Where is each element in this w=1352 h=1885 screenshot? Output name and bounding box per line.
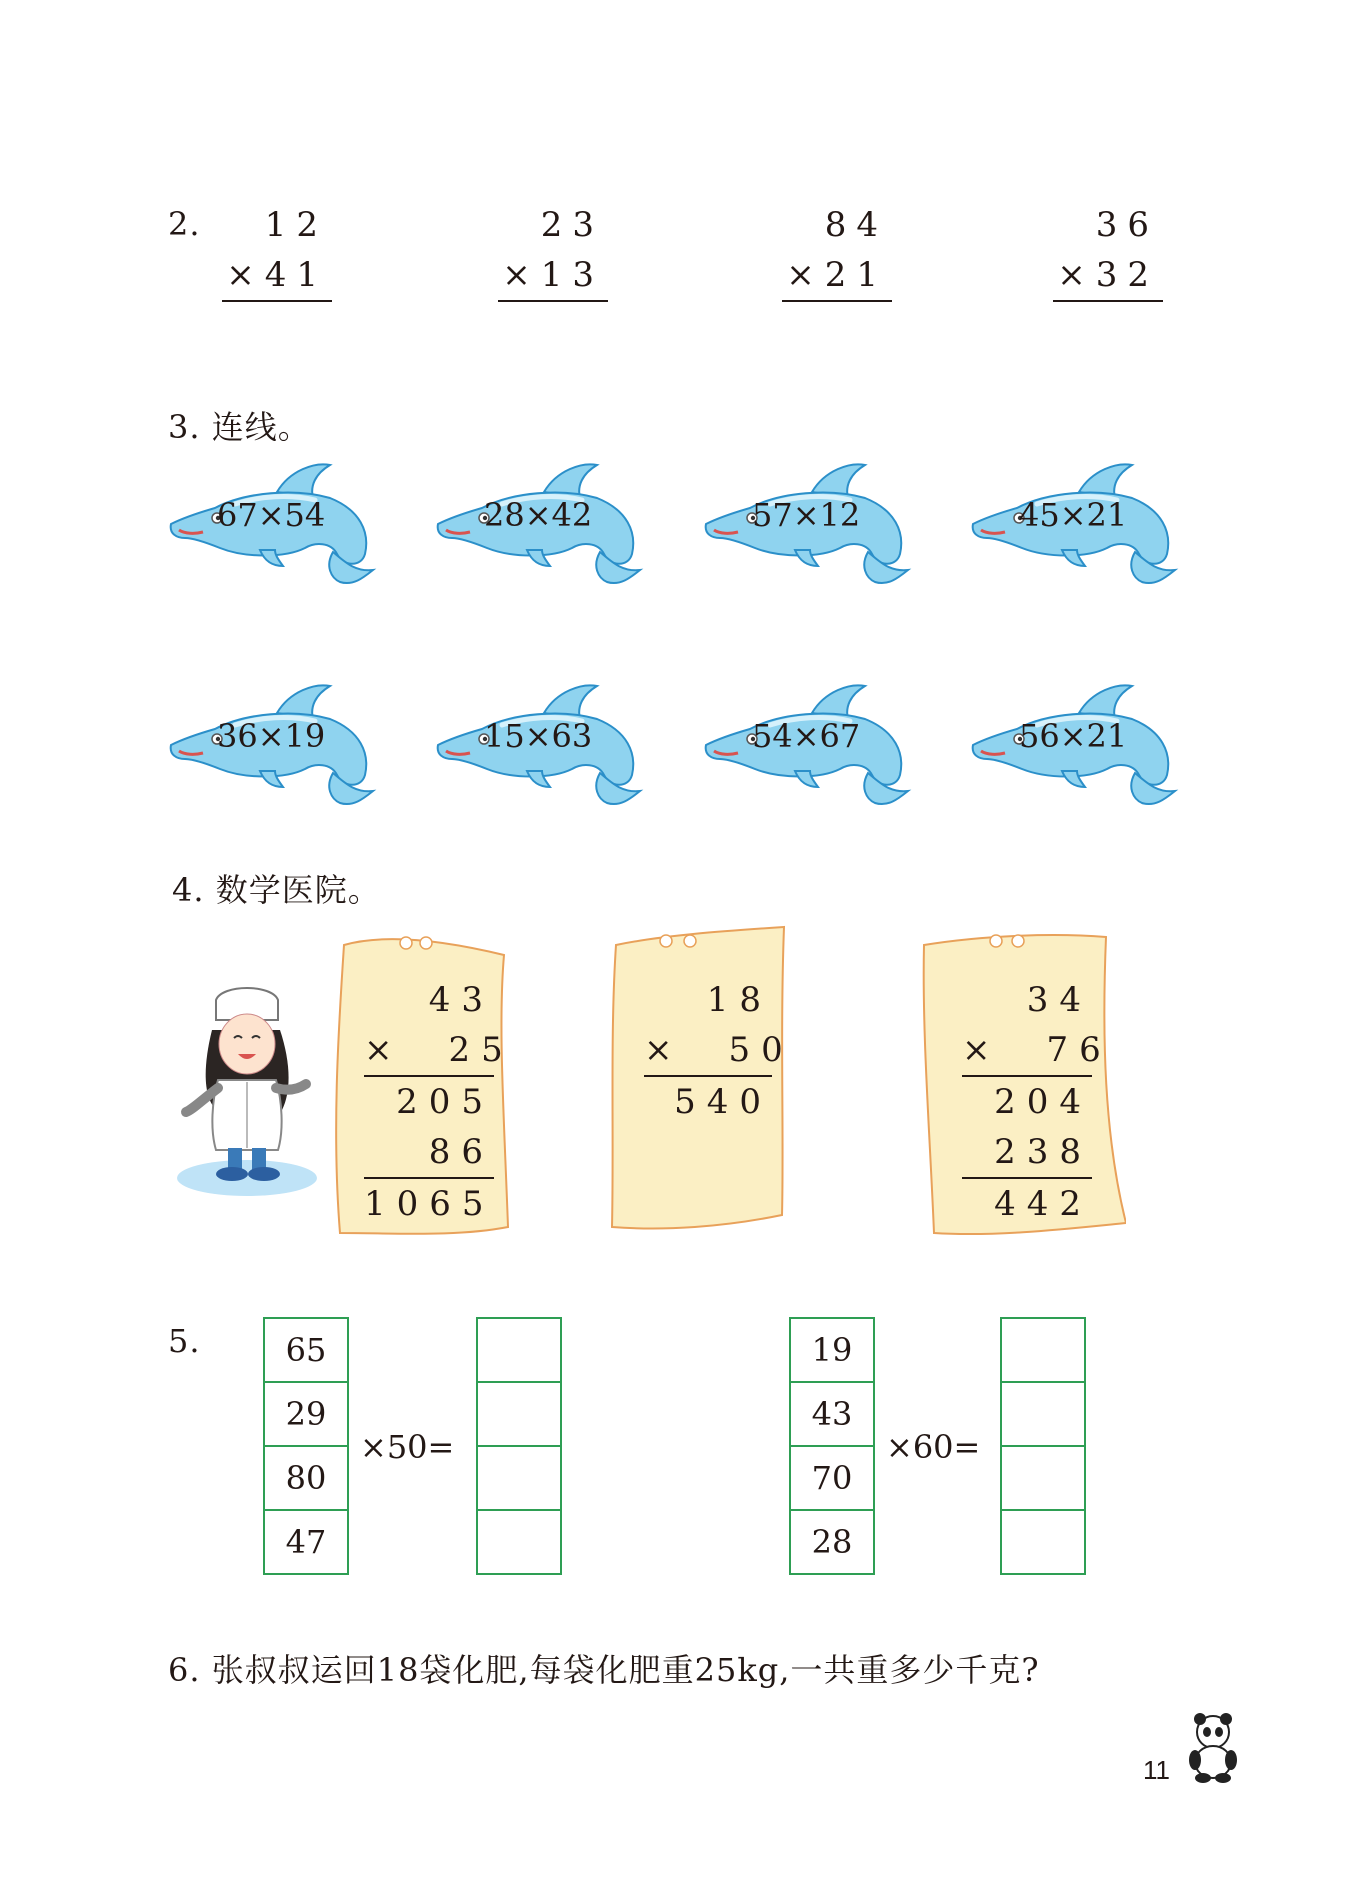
vertical-multiplication: [498, 200, 608, 302]
dolphin-card[interactable]: [165, 683, 385, 798]
dolphin-card[interactable]: [432, 462, 652, 577]
value-column-left: [263, 1317, 349, 1575]
value-cell: 19: [791, 1319, 873, 1383]
error-paper: [604, 915, 794, 1245]
multiplier: ×13: [498, 250, 608, 302]
value-cell: 29: [265, 1383, 347, 1447]
operator-left: ×50=: [360, 1428, 455, 1466]
q4-label: 4. 数学医院。: [172, 871, 381, 909]
multiplicand: 84: [824, 205, 888, 245]
dolphin-card[interactable]: [432, 683, 652, 798]
dolphin-card[interactable]: [967, 683, 1187, 798]
multiplier: ×21: [782, 250, 892, 302]
calc-row: 86: [364, 1127, 494, 1179]
value-cell: 43: [791, 1383, 873, 1447]
dolphin-card[interactable]: [700, 683, 920, 798]
value-column-right: [789, 1317, 875, 1575]
calculation: [962, 975, 1112, 1229]
calc-row: 540: [674, 1082, 772, 1122]
q6-question: 6. 张叔叔运回18袋化肥,每袋化肥重25kg,一共重多少千克?: [168, 1651, 1040, 1689]
vertical-multiplication: [1053, 200, 1163, 302]
calculation: [364, 975, 514, 1229]
multiplier: ×41: [222, 250, 332, 302]
dolphin-expression: 36×19: [217, 717, 326, 755]
calc-row: 34: [1026, 980, 1092, 1020]
answer-cell[interactable]: [478, 1319, 560, 1383]
calc-row: 204: [994, 1082, 1092, 1122]
value-cell: 80: [265, 1447, 347, 1511]
value-cell: 28: [811, 1523, 853, 1561]
error-paper: [326, 915, 516, 1245]
dolphin-expression: 15×63: [484, 717, 593, 755]
calc-row: × 50: [644, 1025, 772, 1077]
answer-column-left: [476, 1317, 562, 1575]
answer-cell[interactable]: [478, 1383, 560, 1447]
dolphin-card[interactable]: [967, 462, 1187, 577]
dolphin-card[interactable]: [165, 462, 385, 577]
calc-row: 205: [396, 1082, 494, 1122]
multiplier: ×32: [1053, 250, 1163, 302]
answer-cell[interactable]: [1002, 1447, 1084, 1511]
answer-cell[interactable]: [478, 1511, 560, 1573]
answer-cell[interactable]: [1002, 1383, 1084, 1447]
dolphin-expression: 28×42: [484, 496, 593, 534]
dolphin-expression: 56×21: [1019, 717, 1128, 755]
multiplicand: 36: [1095, 205, 1159, 245]
operator-right: ×60=: [886, 1428, 981, 1466]
answer-cell[interactable]: [478, 1447, 560, 1511]
answer-column-right: [1000, 1317, 1086, 1575]
dolphin-card[interactable]: [700, 462, 920, 577]
value-cell: 65: [265, 1319, 347, 1383]
panda-icon: [1183, 1712, 1243, 1784]
vertical-multiplication: [782, 200, 892, 302]
q2-label: 2.: [168, 205, 201, 243]
calc-row: × 76: [962, 1025, 1092, 1077]
doctor-illustration: [172, 980, 322, 1200]
q5-label: 5.: [168, 1322, 201, 1360]
answer-cell[interactable]: [1002, 1511, 1084, 1573]
answer-cell[interactable]: [1002, 1319, 1084, 1383]
dolphin-expression: 57×12: [752, 496, 861, 534]
calculation: [644, 975, 794, 1127]
error-paper: [916, 915, 1126, 1245]
calc-row: × 25: [364, 1025, 494, 1077]
page-number: 11: [1143, 1755, 1170, 1785]
multiplicand: 12: [264, 205, 328, 245]
dolphin-expression: 54×67: [752, 717, 861, 755]
calc-row: 238: [962, 1127, 1092, 1179]
dolphin-expression: 45×21: [1019, 496, 1128, 534]
calc-row: 442: [994, 1184, 1092, 1224]
q3-label: 3. 连线。: [168, 408, 311, 446]
value-cell: 47: [285, 1523, 327, 1561]
calc-row: 43: [428, 980, 494, 1020]
vertical-multiplication: [222, 200, 332, 302]
calc-row: 18: [706, 980, 772, 1020]
calc-row: 1065: [364, 1184, 495, 1224]
dolphin-expression: 67×54: [217, 496, 326, 534]
value-cell: 70: [791, 1447, 873, 1511]
multiplicand: 23: [540, 205, 604, 245]
